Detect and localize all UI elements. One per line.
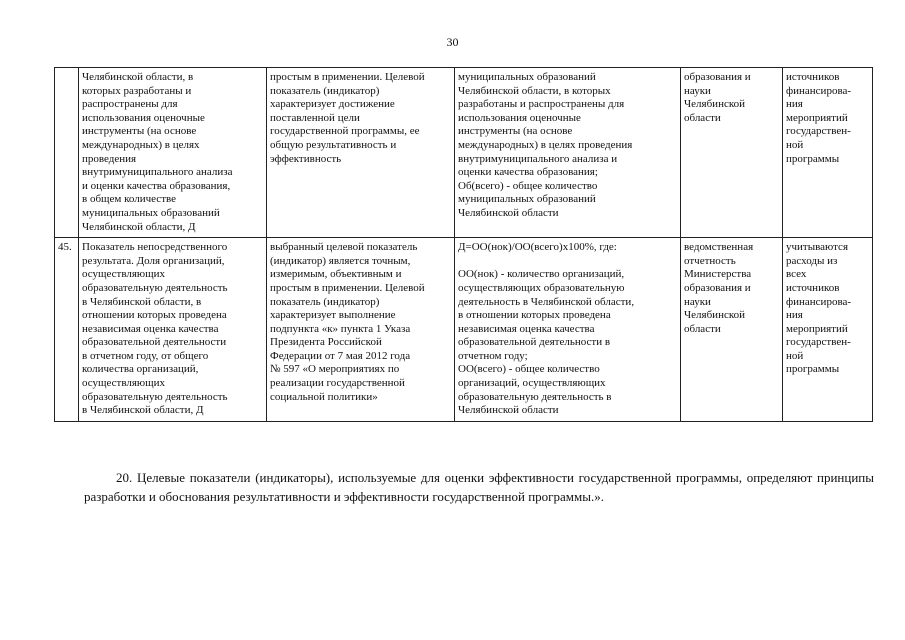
text-line: деятельность в Челябинской области, — [458, 295, 635, 308]
text-line: (индикатор) является точным, — [270, 254, 411, 267]
justification-cell — [267, 68, 455, 238]
text-line: характеризует достижение — [270, 98, 395, 111]
text-line: мероприятий — [786, 111, 848, 124]
text-line: образовательную деятельность в — [458, 390, 612, 403]
text-line: характеризует выполнение — [270, 309, 396, 322]
source-cell — [681, 238, 783, 422]
text-line: муниципальных образований — [458, 193, 596, 206]
text-line: показатель (индикатор) — [270, 84, 380, 97]
text-line: науки — [684, 295, 711, 308]
text-line: в Челябинской области, в — [82, 295, 202, 308]
text-line: независимая оценка качества — [458, 322, 595, 335]
text-line: инструменты (на основе — [82, 125, 197, 138]
text-line: Челябинской области, в — [82, 71, 194, 83]
text-line: государствен- — [786, 125, 851, 138]
text-line: общую результативность и — [270, 138, 397, 151]
text-line: Министерства — [684, 268, 752, 281]
text-line: разработаны и распространены для — [458, 98, 625, 111]
text-line: внутримуниципального анализа — [82, 166, 233, 179]
text-line: образовательную деятельность — [82, 390, 228, 403]
text-line: Президента Российской — [270, 336, 382, 349]
text-line: Челябинской области — [458, 206, 559, 219]
text-line: образования и — [684, 71, 751, 83]
text-line: Федерации от 7 мая 2012 года — [270, 349, 411, 362]
text-line: государственной программы, ее — [270, 125, 420, 138]
text-line: учитываются — [786, 241, 849, 254]
text-line: инструменты (на основе — [458, 125, 573, 138]
text-line: использования оценочные — [458, 111, 581, 124]
text-line: оценки качества образования; — [458, 166, 598, 179]
text-line: образовательную деятельность — [82, 281, 228, 294]
text-line: ведомственная — [684, 241, 754, 254]
text-line: поставленной цели — [270, 111, 360, 124]
text-line: социальной политики» — [270, 390, 378, 403]
funding-cell — [783, 238, 873, 422]
text-line: муниципальных образований — [82, 206, 220, 219]
text-line: международных) в целях — [82, 138, 200, 151]
text-line: области — [684, 111, 721, 124]
text-line: финансирова- — [786, 84, 852, 97]
text-line: подпункта «к» пункта 1 Указа — [270, 322, 411, 335]
text-line: ОО(всего) - общее количество — [458, 363, 600, 376]
text-line: проведения — [82, 152, 137, 165]
text-line: источников — [786, 71, 840, 83]
text-line: простым в применении. Целевой — [270, 71, 425, 83]
text-line: всех — [786, 268, 807, 281]
formula-cell — [455, 68, 681, 238]
text-line: ной — [786, 349, 804, 362]
text-line: науки — [684, 84, 711, 97]
text-line: образования и — [684, 281, 751, 294]
text-line: внутримуниципального анализа и — [458, 152, 618, 165]
text-line: источников — [786, 281, 840, 294]
text-line: Челябинской области, в которых — [458, 84, 611, 97]
text-line: № 597 «О мероприятиях по — [270, 363, 400, 376]
text-line: в общем количестве — [82, 193, 177, 206]
formula-cell — [455, 238, 681, 422]
text-line: реализации государственной — [270, 377, 405, 390]
indicator-name-cell — [79, 68, 267, 238]
text-line: области — [684, 322, 721, 335]
text-line: измеримым, объективным и — [270, 268, 402, 281]
text-line: показатель (индикатор) — [270, 295, 380, 308]
text-line: использования оценочные — [82, 111, 205, 124]
text-line: муниципальных образований — [458, 71, 596, 83]
text-line: ной — [786, 138, 804, 151]
text-line: финансирова- — [786, 295, 852, 308]
text-line: отчетность — [684, 254, 736, 267]
text-line: осуществляющих — [82, 377, 165, 390]
text-line: простым в применении. Целевой — [270, 281, 425, 294]
text-line: в отчетном году, от общего — [82, 349, 209, 362]
text-line: Показатель непосредственного — [82, 241, 228, 254]
indicators-table — [54, 67, 873, 422]
text-line: мероприятий — [786, 322, 848, 335]
text-line: программы — [786, 363, 840, 376]
text-line: образовательной деятельности в — [458, 336, 611, 349]
text-line: Челябинской области, Д — [82, 220, 196, 233]
text-line: выбранный целевой показатель — [270, 241, 418, 254]
closing-paragraph — [84, 468, 874, 506]
text-line — [458, 255, 677, 269]
text-line: в отношении которых проведена — [458, 309, 611, 322]
paragraph-text: 20. Целевые показатели (индикаторы), используемые для оценки эффективности государственной программы, определяют принципы разработки и обоснования результативности и эффективности государственной программы.». — [84, 470, 874, 504]
source-cell — [681, 68, 783, 238]
text-line: ОО(нок) - количество организаций, — [458, 268, 625, 281]
text-line: организаций, осуществляющих — [458, 377, 606, 390]
text-line: осуществляющих образовательную — [458, 281, 625, 294]
text-line: Об(всего) - общее количество — [458, 179, 598, 192]
text-line: осуществляющих — [82, 268, 165, 281]
page-number: 30 — [446, 35, 459, 49]
text-line: программы — [786, 152, 840, 165]
text-line: Челябинской — [684, 309, 746, 322]
indicator-name-cell — [79, 238, 267, 422]
table-row — [55, 238, 873, 422]
funding-cell — [783, 68, 873, 238]
text-line: Челябинской области — [458, 404, 559, 417]
text-line: ния — [786, 309, 803, 322]
justification-cell — [267, 238, 455, 422]
text-line: образовательной деятельности — [82, 336, 227, 349]
row-number-cell: 45. — [55, 238, 79, 422]
text-line: эффективность — [270, 152, 342, 165]
text-line: расходы из — [786, 254, 838, 267]
text-line: количества организаций, — [82, 363, 199, 376]
text-line: отношении которых проведена — [82, 309, 227, 322]
text-line: государствен- — [786, 336, 851, 349]
text-line: отчетном году; — [458, 349, 528, 362]
text-line: независимая оценка качества — [82, 322, 219, 335]
row-number-cell — [55, 68, 79, 238]
text-line: Д=ОО(нок)/ОО(всего)х100%, где: — [458, 241, 617, 254]
text-line: ния — [786, 98, 803, 111]
text-line: в Челябинской области, Д — [82, 404, 204, 417]
text-line: распространены для — [82, 98, 178, 111]
text-line: Челябинской — [684, 98, 746, 111]
text-line: результата. Доля организаций, — [82, 254, 225, 267]
text-line: которых разработаны и — [82, 84, 192, 97]
table-row — [55, 68, 873, 238]
text-line: и оценки качества образования, — [82, 179, 231, 192]
text-line: международных) в целях проведения — [458, 138, 633, 151]
